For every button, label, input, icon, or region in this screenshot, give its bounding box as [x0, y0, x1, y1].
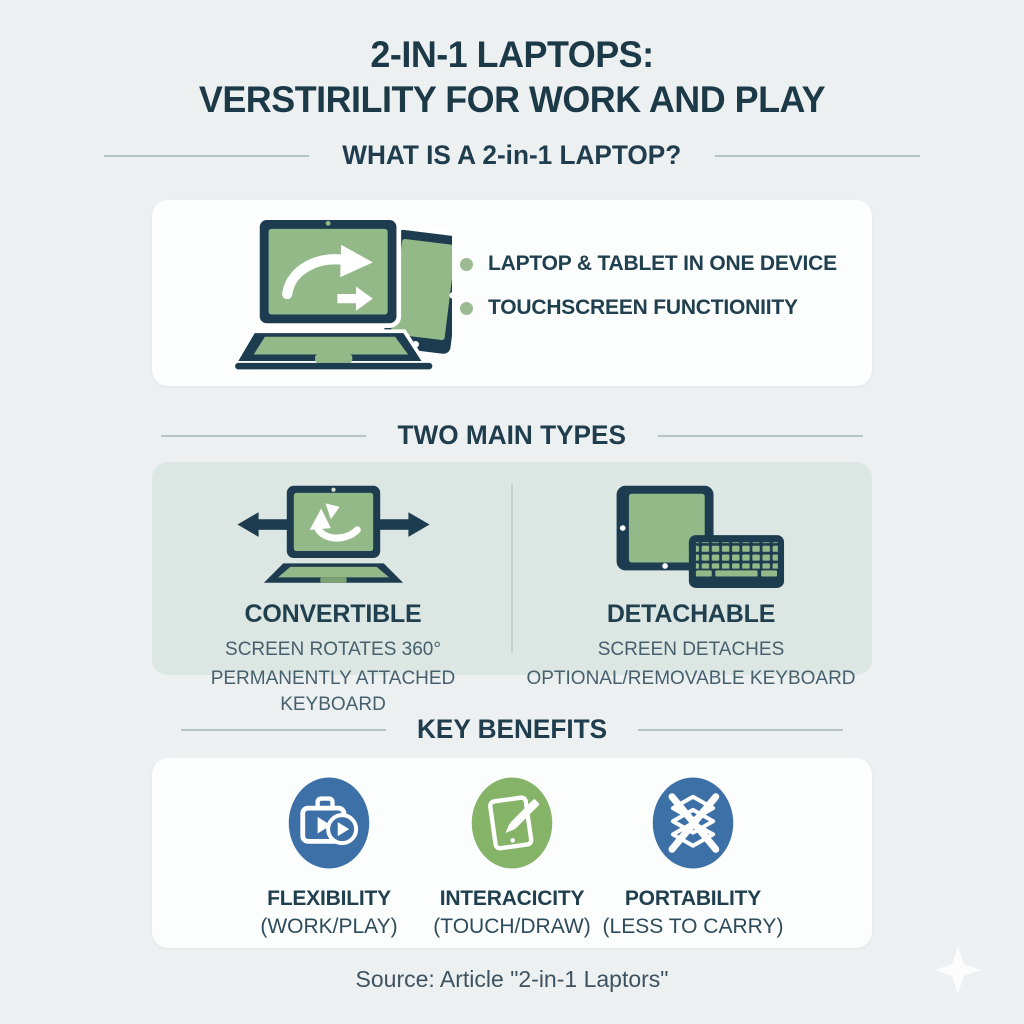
convertible-column [166, 482, 500, 718]
tablet-pencil-icon [468, 774, 556, 872]
source-attribution: Source: Article "2-in-1 Laptors" [355, 966, 669, 992]
section-heading-benefits [0, 714, 1024, 745]
title-line-1: 2-IN-1 LAPTOPS: [370, 34, 654, 75]
section-heading-what-text: WHAT IS A 2-in-1 LAPTOP? [342, 140, 682, 170]
detachable-column [524, 482, 858, 692]
bullet-dot-icon [460, 258, 473, 271]
type-title: DETACHABLE [606, 600, 776, 628]
divider-line [161, 435, 366, 437]
divider-line [181, 729, 386, 731]
title-line-2: VERSTIRILITY FOR WORK AND PLAY [198, 79, 826, 120]
types-card [152, 462, 872, 715]
benefit-title: PORTABILITY [624, 887, 762, 910]
list-item [460, 252, 837, 276]
vertical-divider [511, 484, 513, 653]
feature-bullet-list [460, 252, 837, 340]
benefit-subtitle: (WORK/PLAY) [260, 915, 398, 938]
no-luggage-icon [649, 774, 737, 872]
benefits-card [152, 758, 872, 948]
divider-line [715, 155, 920, 157]
bullet-text: LAPTOP & TABLET IN ONE DEVICE [488, 252, 837, 275]
bullet-dot-icon [460, 302, 473, 315]
section-heading-types-text: TWO MAIN TYPES [397, 420, 627, 450]
page-title [0, 32, 1024, 122]
benefit-subtitle: (TOUCH/DRAW) [433, 915, 591, 938]
section-heading-benefits-text: KEY BENEFITS [416, 714, 608, 744]
benefit-title: FLEXIBILITY [267, 887, 391, 910]
briefcase-play-icon [285, 774, 373, 872]
benefit-subtitle: (LESS TO CARRY) [602, 915, 784, 938]
divider-line [638, 729, 843, 731]
section-heading-types [0, 420, 1024, 451]
bullet-text: TOUCHSCREEN FUNCTIONIITY [488, 296, 798, 319]
type-detail: SCREEN DETACHES [597, 639, 785, 660]
laptop-tablet-icon [234, 214, 452, 374]
what-card [152, 200, 872, 386]
type-detail: SCREEN ROTATES 360° [225, 639, 441, 660]
section-heading-what [0, 140, 1024, 171]
convertible-rotate-icon [231, 484, 436, 588]
tablet-keyboard-icon [589, 484, 794, 588]
sparkle-icon [932, 944, 984, 996]
divider-line [104, 155, 309, 157]
benefit-portability [578, 774, 808, 939]
list-item [460, 296, 837, 320]
divider-line [658, 435, 863, 437]
type-title: CONVERTIBLE [244, 600, 422, 628]
type-detail: OPTIONAL/REMOVABLE KEYBOARD [526, 668, 856, 689]
type-detail: PERMANENTLY ATTACHED KEYBOARD [210, 668, 456, 715]
benefit-title: INTERACICITY [439, 887, 585, 910]
